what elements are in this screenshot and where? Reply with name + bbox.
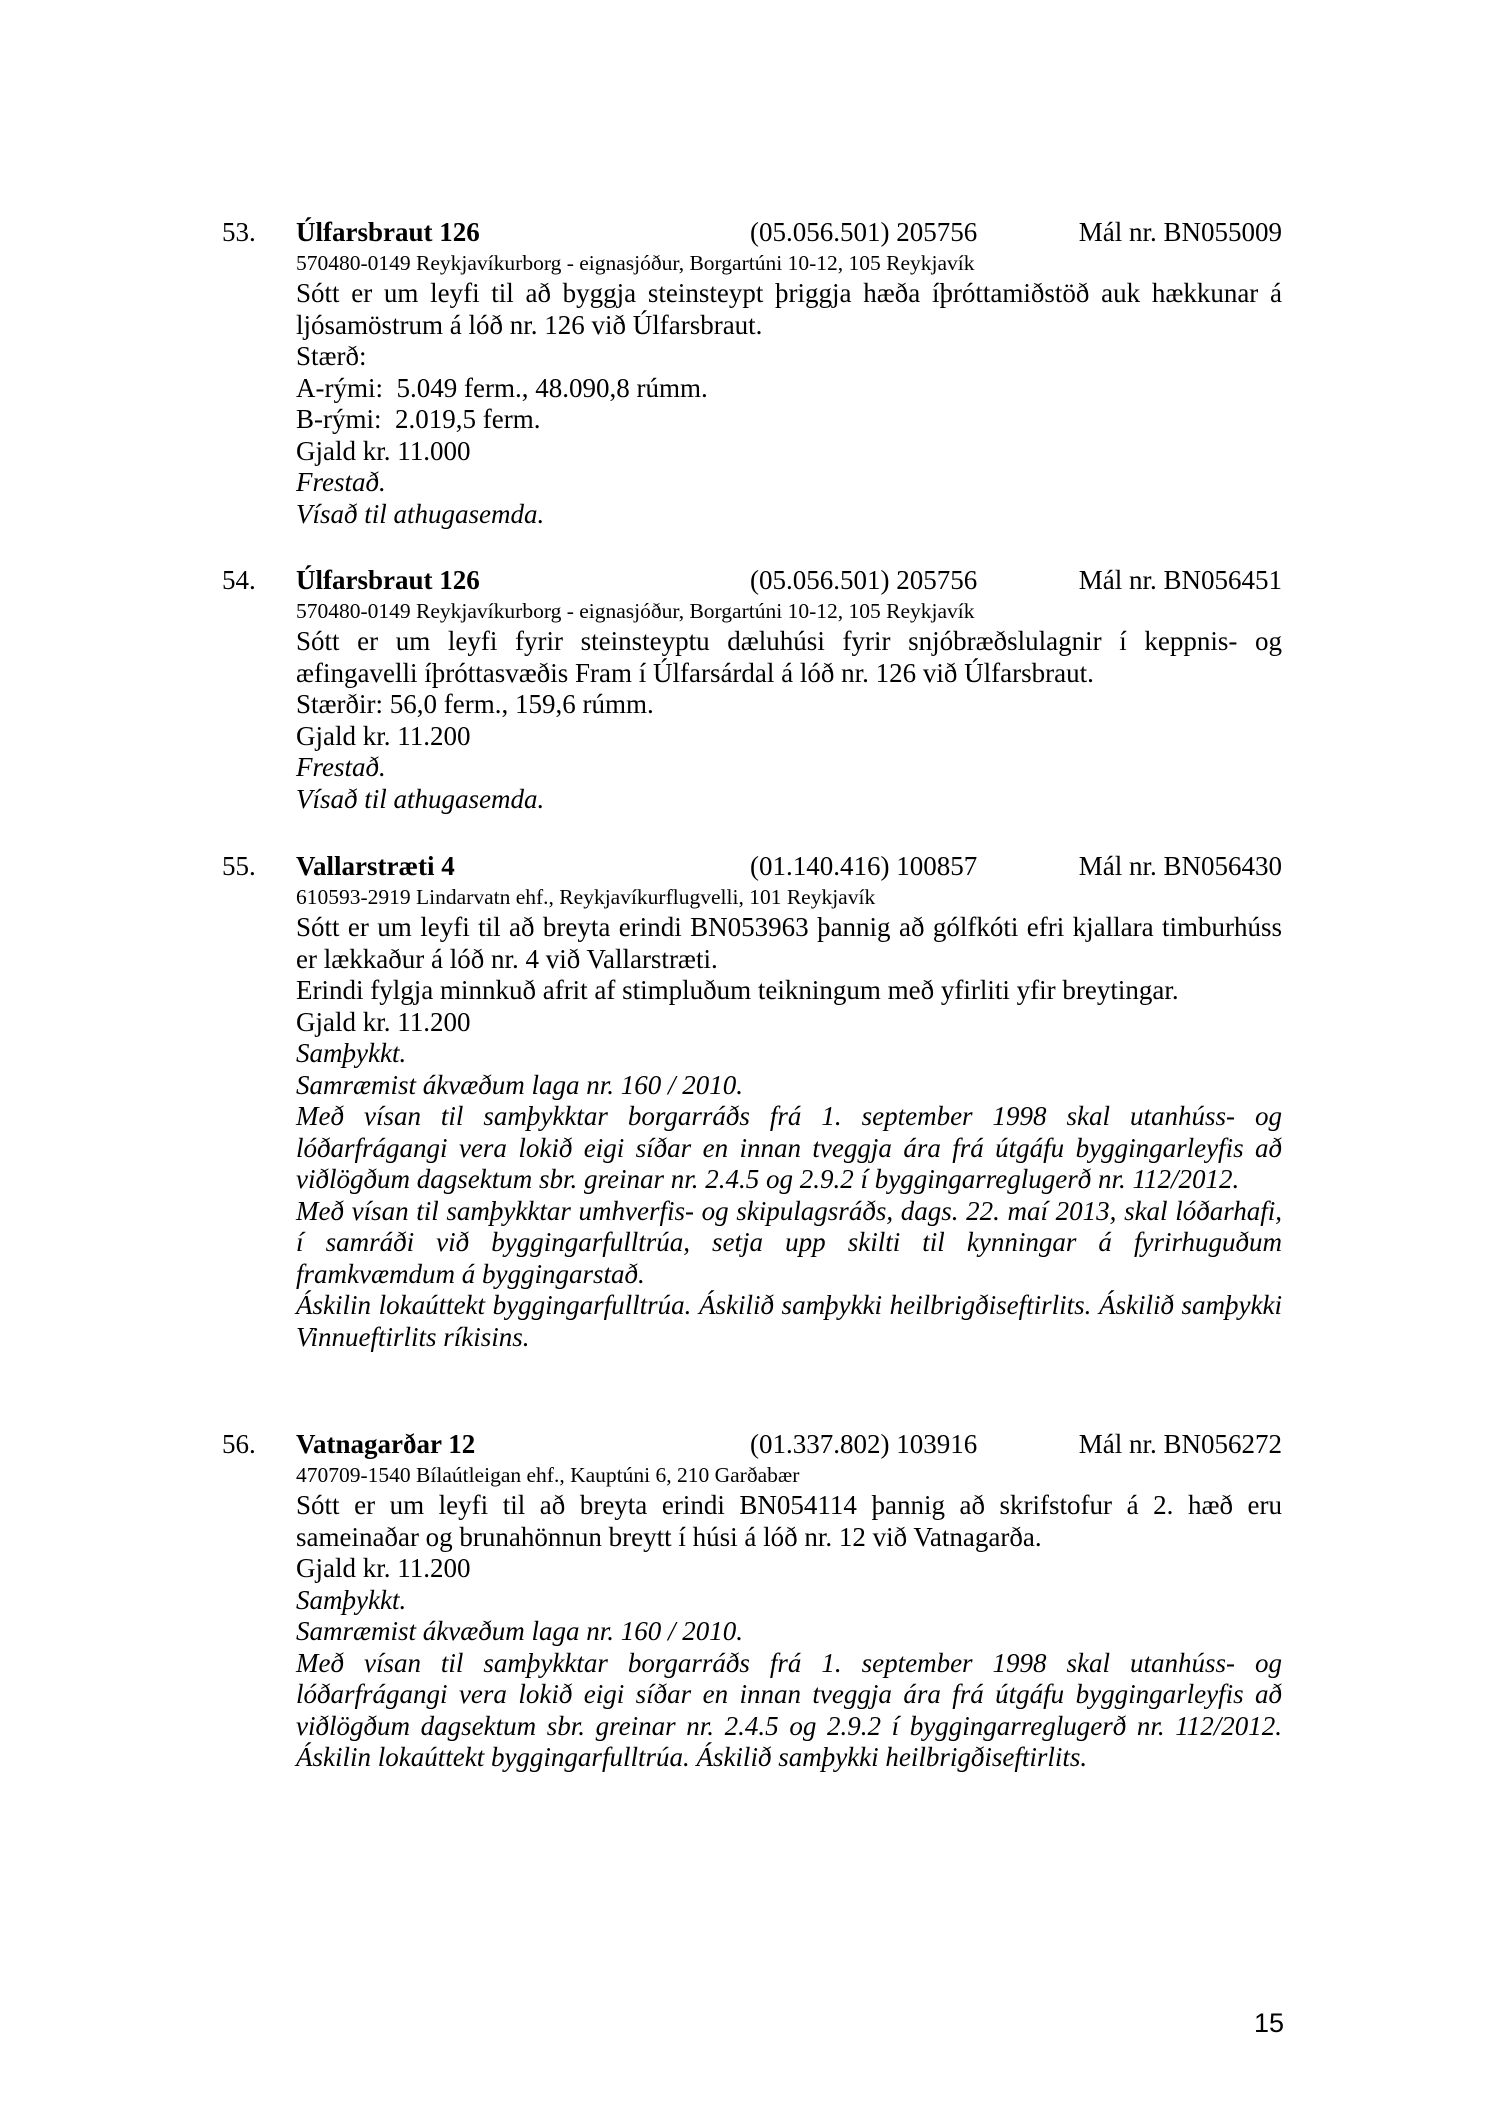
- property-address: Úlfarsbraut 126: [296, 217, 480, 247]
- applicant: 470709-1540 Bílaútleigan ehf., Kauptúni 6, 210 Garðabær: [296, 1463, 800, 1487]
- case-number: Mál nr. BN056451: [1078, 565, 1282, 595]
- description: Sótt er um leyfi til að breyta erindi BN053963 þannig að gólfkóti efri kjallara timburhúss er lækkaður á lóð nr. 4 við Vallarstræti.: [296, 912, 1282, 974]
- a-space: A-rými: 5.049 ferm., 48.090,8 rúmm.: [296, 372, 708, 403]
- decision: Samþykkt.: [296, 1038, 407, 1068]
- case-number: Mál nr. BN056430: [1078, 851, 1282, 881]
- property-address: Vatnagarðar 12: [296, 1429, 476, 1459]
- decision: Frestað.: [296, 467, 386, 497]
- size-label: Stærð:: [296, 341, 367, 371]
- land-id: (01.337.802) 103916: [750, 1429, 978, 1459]
- applicant: 610593-2919 Lindarvatn ehf., Reykjavíkurflugvelli, 101 Reykjavík: [296, 885, 876, 909]
- case-item-53: [222, 215, 1282, 530]
- land-id: (01.140.416) 100857: [750, 851, 978, 881]
- case-item-55: [222, 849, 1282, 1353]
- case-number: Mál nr. BN055009: [1078, 217, 1282, 247]
- item-number: 55.: [222, 851, 256, 881]
- item-number: 56.: [222, 1429, 256, 1459]
- decision: Samþykkt.: [296, 1584, 407, 1615]
- decision: Vísað til athugasemda.: [296, 783, 545, 814]
- description: Sótt er um leyfi til að byggja steinsteypt þriggja hæða íþróttamiðstöð auk hækkunar á ljósamöstrum á lóð nr. 126 við Úlfarsbraut.: [296, 278, 1282, 340]
- decision: Með vísan til samþykktar umhverfis- og skipulagsráðs, dags. 22. maí 2013, skal lóðarhafi, í samráði við byggingarfulltrúa, setja upp skilti til kynningar á fyrirhuguðum framkvæmdum á byggingarstað.: [296, 1195, 1282, 1289]
- case-header: [222, 1427, 1282, 1461]
- decision: Með vísan til samþykktar borgarráðs frá 1. september 1998 skal utanhúss- og lóðarfrágangi vera lokið eigi síðar en innan tveggja ára frá útgáfu byggingarleyfis að viðlögðum dagsektum sbr. greinar nr. 2.4.5 og 2.9.2 í byggingarreglugerð nr. 112/2012. Áskilin lokaúttekt byggingarfulltrúa. Áskilið samþykki heilbrigðiseftirlits.: [296, 1647, 1282, 1772]
- case-body: [296, 1461, 1282, 1774]
- case-item-54: [222, 563, 1282, 815]
- case-body: [296, 883, 1282, 1353]
- fee: Gjald kr. 11.200: [296, 720, 471, 751]
- note: Erindi fylgja minnkuð afrit af stimpluðum teikningum með yfirliti yfir breytingar.: [296, 975, 1179, 1005]
- case-header: [222, 563, 1282, 597]
- property-address: Vallarstræti 4: [296, 851, 455, 881]
- case-item-56: [222, 1427, 1282, 1774]
- case-header: [222, 215, 1282, 249]
- item-number: 54.: [222, 565, 256, 595]
- description: Sótt er um leyfi fyrir steinsteyptu dæluhúsi fyrir snjóbræðslulagnir í keppnis- og æfingavelli íþróttasvæðis Fram í Úlfarsárdal á lóð nr. 126 við Úlfarsbraut.: [296, 626, 1282, 688]
- decision: Samræmist ákvæðum laga nr. 160 / 2010.: [296, 1616, 744, 1646]
- decision: Áskilin lokaúttekt byggingarfulltrúa. Áskilið samþykki heilbrigðiseftirlits. Áskilið samþykki Vinnueftirlits ríkisins.: [296, 1290, 1282, 1352]
- applicant: 570480-0149 Reykjavíkurborg - eignasjóður, Borgartúni 10-12, 105 Reykjavík: [296, 251, 975, 275]
- case-header: [222, 849, 1282, 883]
- decision: Með vísan til samþykktar borgarráðs frá 1. september 1998 skal utanhúss- og lóðarfrágangi vera lokið eigi síðar en innan tveggja ára frá útgáfu byggingarleyfis að viðlögðum dagsektum sbr. greinar nr. 2.4.5 og 2.9.2 í byggingarreglugerð nr. 112/2012.: [296, 1101, 1282, 1194]
- fee: Gjald kr. 11.200: [296, 1006, 471, 1037]
- description: Sótt er um leyfi til að breyta erindi BN054114 þannig að skrifstofur á 2. hæð eru sameinaðar og brunahönnun breytt í húsi á lóð nr. 12 við Vatnagarða.: [296, 1490, 1282, 1552]
- applicant: 570480-0149 Reykjavíkurborg - eignasjóður, Borgartúni 10-12, 105 Reykjavík: [296, 599, 975, 623]
- property-address: Úlfarsbraut 126: [296, 565, 480, 595]
- case-body: [296, 597, 1282, 815]
- land-id: (05.056.501) 205756: [750, 217, 978, 247]
- sizes: Stærðir: 56,0 ferm., 159,6 rúmm.: [296, 689, 654, 719]
- case-body: [296, 249, 1282, 530]
- case-number: Mál nr. BN056272: [1078, 1429, 1282, 1459]
- decision: Samræmist ákvæðum laga nr. 160 / 2010.: [296, 1069, 744, 1100]
- page-number: 15: [1253, 2008, 1284, 2038]
- b-space: B-rými: 2.019,5 ferm.: [296, 404, 541, 434]
- fee: Gjald kr. 11.200: [296, 1553, 471, 1583]
- item-number: 53.: [222, 217, 256, 247]
- decision: Vísað til athugasemda.: [296, 498, 545, 529]
- fee: Gjald kr. 11.000: [296, 435, 471, 466]
- land-id: (05.056.501) 205756: [750, 565, 978, 595]
- decision: Frestað.: [296, 752, 386, 782]
